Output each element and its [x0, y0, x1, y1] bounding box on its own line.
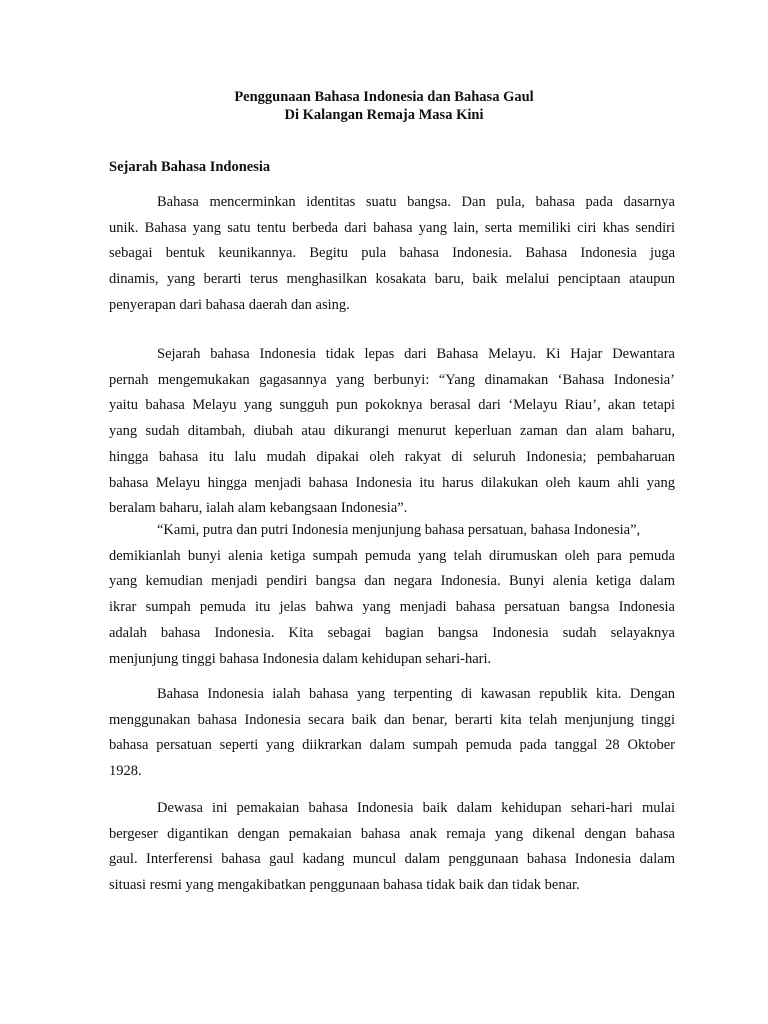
paragraph-line: adalah bahasa Indonesia. Kita sebagai bagian bangsa Indonesia sudah selayaknya	[109, 624, 675, 641]
paragraph-line: 1928.	[109, 763, 142, 780]
paragraph-4	[109, 682, 675, 785]
paragraph-line: bahasa persatuan seperti yang diikrarkan dalam sumpah pemuda pada tanggal 28 Oktober	[109, 737, 675, 754]
document-title-line-1: Penggunaan Bahasa Indonesia dan Bahasa Gaul	[234, 89, 534, 105]
paragraph-line: Sejarah bahasa Indonesia tidak lepas dari Bahasa Melayu. Ki Hajar Dewantara	[157, 346, 675, 362]
paragraph-line: Bahasa mencerminkan identitas suatu bangsa. Dan pula, bahasa pada dasarnya	[157, 194, 675, 210]
paragraph-line: bergeser digantikan dengan pemakaian bahasa anak remaja yang dikenal dengan bahasa	[109, 825, 675, 842]
document-title-line-2: Di Kalangan Remaja Masa Kini	[284, 107, 484, 123]
paragraph-line: “Kami, putra dan putri Indonesia menjunjung bahasa persatuan, bahasa Indonesia”,	[157, 522, 641, 538]
paragraph-line: dinamis, yang berarti terus menghasilkan kosakata baru, baik melalui penciptaan ataupun	[109, 271, 675, 288]
paragraph-line: gaul. Interferensi bahasa gaul kadang muncul dalam penggunaan bahasa Indonesia dalam	[109, 851, 675, 868]
paragraph-line: yang sudah ditambah, diubah atau dikurangi menurut keperluan zaman dan alam baharu,	[109, 423, 675, 440]
paragraph-line: pernah mengemukakan gagasannya yang berbunyi: “Yang dinamakan ‘Bahasa Indonesia’	[109, 371, 675, 388]
paragraph-5	[109, 796, 675, 899]
paragraph-line: sebagai bentuk keunikannya. Begitu pula bahasa Indonesia. Bahasa Indonesia juga	[109, 245, 675, 262]
paragraph-line: situasi resmi yang mengakibatkan penggunaan bahasa tidak baik dan tidak benar.	[109, 877, 580, 894]
paragraph-2	[109, 342, 675, 522]
paragraph-line: yaitu bahasa Melayu yang sungguh pun pokoknya berasal dari ‘Melayu Riau’, akan tetapi	[109, 397, 675, 414]
paragraph-line: Dewasa ini pemakaian bahasa Indonesia baik dalam kehidupan sehari-hari mulai	[157, 800, 675, 816]
paragraph-line: beralam baharu, ialah alam kebangsaan Indonesia”.	[109, 500, 408, 517]
paragraph-line: Bahasa Indonesia ialah bahasa yang terpenting di kawasan republik kita. Dengan	[157, 686, 675, 702]
paragraph-line: hingga bahasa itu lalu mudah dipakai oleh rakyat di seluruh Indonesia; pembaharuan	[109, 448, 675, 465]
paragraph-line: demikianlah bunyi alenia ketiga sumpah pemuda yang telah dirumuskan oleh para pemuda	[109, 547, 675, 564]
paragraph-line: menjunjung tinggi bahasa Indonesia dalam kehidupan sehari-hari.	[109, 650, 492, 667]
paragraph-line: menggunakan bahasa Indonesia secara baik dan benar, berarti kita telah menjunjung tinggi	[109, 711, 675, 728]
paragraph-line: unik. Bahasa yang satu tentu berbeda dari bahasa yang lain, serta memiliki ciri khas sendiri	[109, 219, 675, 236]
paragraph-3	[109, 518, 675, 672]
paragraph-line: ikrar sumpah pemuda itu jelas bahwa yang menjadi bahasa persatuan bangsa Indonesia	[109, 599, 675, 616]
paragraph-line: yang kemudian menjadi pendiri bangsa dan negara Indonesia. Bunyi alenia ketiga dalam	[109, 573, 675, 590]
paragraph-1	[109, 190, 675, 319]
section-heading: Sejarah Bahasa Indonesia	[109, 159, 271, 175]
paragraph-line: penyerapan dari bahasa daerah dan asing.	[109, 296, 350, 313]
paragraph-line: bahasa Melayu hingga menjadi bahasa Indonesia itu harus dilakukan oleh kaum ahli yang	[109, 474, 675, 491]
